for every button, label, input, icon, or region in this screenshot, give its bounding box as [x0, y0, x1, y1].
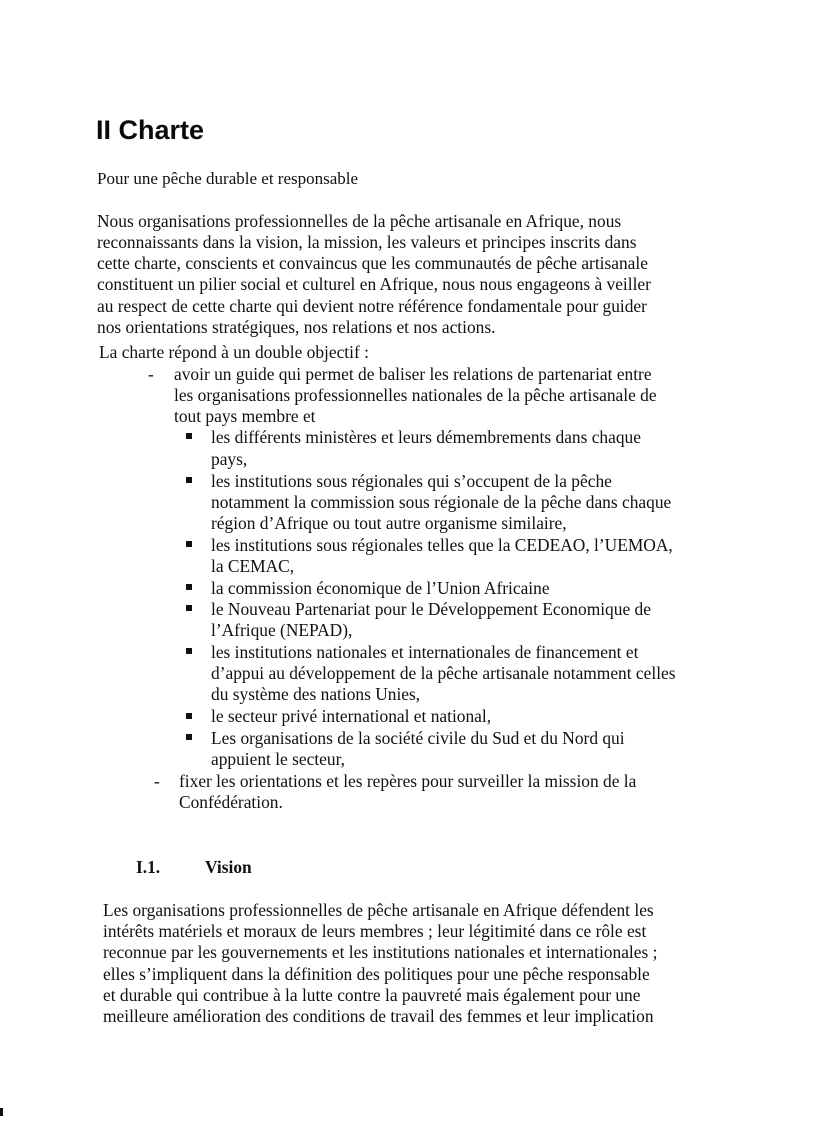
bullet-line: le Nouveau Partenariat pour le Développement Economique de [211, 599, 651, 619]
bullet-line: d’appui au développement de la pêche artisanale notamment celles [211, 663, 676, 683]
square-bullet-icon [186, 713, 192, 719]
vision-line: meilleure amélioration des conditions de travail des femmes et leur implication [103, 1006, 654, 1026]
dash-marker: - [154, 771, 160, 791]
vision-line: reconnue par les gouvernements et les institutions nationales et internationales ; [103, 942, 658, 962]
bullet-line: la commission économique de l’Union Africaine [211, 578, 550, 598]
bullet-line: appuient le secteur, [211, 749, 346, 769]
bullet-line: Les organisations de la société civile du Sud et du Nord qui [211, 728, 625, 748]
bullet-line: les institutions nationales et internationales de financement et [211, 642, 639, 662]
bullet-line: pays, [211, 449, 248, 469]
bullet-line: notamment la commission sous régionale de la pêche dans chaque [211, 492, 672, 512]
vision-line: intérêts matériels et moraux de leurs membres ; leur légitimité dans ce rôle est [103, 921, 647, 941]
page-title: II Charte [96, 115, 205, 145]
square-bullet-icon [186, 584, 192, 590]
dash-marker: - [148, 364, 154, 384]
objective-line: fixer les orientations et les repères pour surveiller la mission de la [179, 771, 637, 791]
bullet-line: du système des nations Unies, [211, 684, 421, 704]
bullet-line: les institutions sous régionales telles que la CEDEAO, l’UEMOA, [211, 535, 673, 555]
intro-line: cette charte, conscients et convaincus que les communautés de pêche artisanale [97, 253, 648, 273]
section-title: Vision [205, 857, 252, 877]
vision-line: elles s’impliquent dans la définition des politiques pour une pêche responsable [103, 964, 650, 984]
objective-line: avoir un guide qui permet de baliser les relations de partenariat entre [174, 364, 652, 384]
bullet-line: la CEMAC, [211, 556, 295, 576]
intro-line: reconnaissants dans la vision, la mission, les valeurs et principes inscrits dans [97, 232, 637, 252]
vision-line: et durable qui contribue à la lutte contre la pauvreté mais également pour une [103, 985, 641, 1005]
objective-intro: La charte répond à un double objectif : [99, 342, 369, 362]
square-bullet-icon [186, 605, 192, 611]
scan-mark [0, 1108, 3, 1116]
objective-line: Confédération. [179, 792, 283, 812]
bullet-line: les institutions sous régionales qui s’occupent de la pêche [211, 471, 612, 491]
bullet-line: le secteur privé international et national, [211, 706, 492, 726]
objective-line: les organisations professionnelles nationales de la pêche artisanale de [174, 385, 657, 405]
square-bullet-icon [186, 433, 192, 439]
square-bullet-icon [186, 477, 192, 483]
bullet-line: les différents ministères et leurs démembrements dans chaque [211, 427, 641, 447]
section-number: I.1. [136, 857, 161, 877]
intro-line: Nous organisations professionnelles de la pêche artisanale en Afrique, nous [97, 211, 622, 231]
square-bullet-icon [186, 541, 192, 547]
intro-line: au respect de cette charte qui devient notre référence fondamentale pour guider [97, 296, 647, 316]
intro-line: constituent un pilier social et culturel en Afrique, nous nous engageons à veiller [97, 274, 651, 294]
square-bullet-icon [186, 648, 192, 654]
bullet-line: l’Afrique (NEPAD), [211, 620, 353, 640]
page-subtitle: Pour une pêche durable et responsable [97, 169, 359, 188]
objective-line: tout pays membre et [174, 406, 316, 426]
vision-line: Les organisations professionnelles de pêche artisanale en Afrique défendent les [103, 900, 654, 920]
intro-line: nos orientations stratégiques, nos relations et nos actions. [97, 317, 496, 337]
square-bullet-icon [186, 734, 192, 740]
bullet-line: région d’Afrique ou tout autre organisme similaire, [211, 513, 567, 533]
